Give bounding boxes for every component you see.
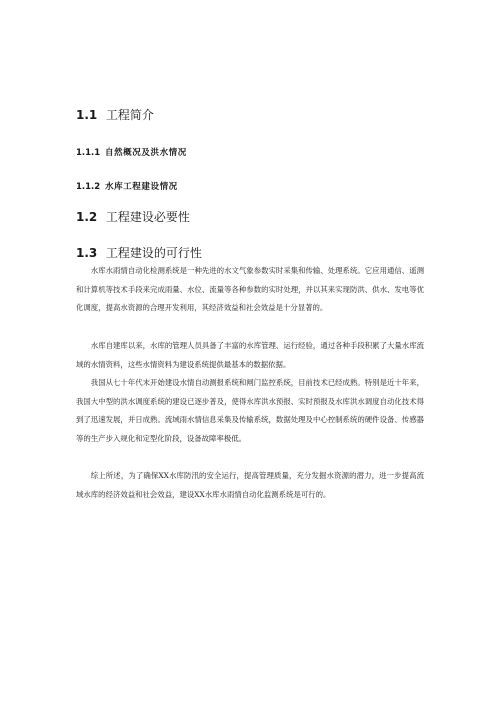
heading-1-3 [76,244,202,261]
heading-number: 1.1.1 [76,148,101,158]
heading-text: 工程建设必要性 [105,210,190,224]
heading-number: 1.1.2 [76,182,101,192]
heading-number: 1.1 [76,108,98,122]
heading-text: 自然概况及洪水情况 [104,148,187,158]
paragraph-feasibility-conclusion: 综上所述，为了确保XX水库防汛的安全运行，提高管理质量，充分发掘水资源的潜力，进一步提高流域水库的经济效益和社会效益，建设XX水库水雨情自动化监测系统是可行的。 [76,471,424,499]
paragraph-feasibility-system: 水库水雨情自动化检测系统是一种先进的水文气象参数实时采集和传输、处理系统。它应用通信、遥测和计算机等技术手段来完成雨量、水位、流量等各种参数的实时处理，并以其来实现防洪、供水、发电等优化调度，提高水资源的合理开发利用，其经济效益和社会效益是十分显著的。 [76,266,424,313]
heading-text: 工程建设的可行性 [105,246,202,260]
heading-number: 1.3 [76,246,98,260]
heading-1-1-1 [76,146,187,158]
heading-1-1-2 [76,180,178,192]
heading-text: 水库工程建设情况 [104,182,178,192]
paragraph-feasibility-technology: 我国从七十年代末开始建设水情自动测报系统和闸门监控系统，目前技术已经成熟。特别是近十年来，我国大中型的洪水调度系统的建设已逐步普及，使得水库洪水预报、实时预报及水库洪水调度自动化技术得到了迅速发展，并日成熟。流域雨水情信息采集及传输系统，数据处理及中心控制系统的硬件设备、传感器等的生产步入规化和定型化阶段，设备故障率极低。 [76,378,424,443]
heading-1-2 [76,208,190,225]
heading-text: 工程简介 [105,108,154,122]
heading-number: 1.2 [76,210,98,224]
paragraph-feasibility-management: 水库自建库以来，水库的管理人员具备了丰富的水库管理、运行经验，通过各种手段积累了大量水库流域的水情资料，这些水情资料为建设系统提供最基本的数据依据。 [76,341,424,369]
heading-1-1 [76,106,154,123]
